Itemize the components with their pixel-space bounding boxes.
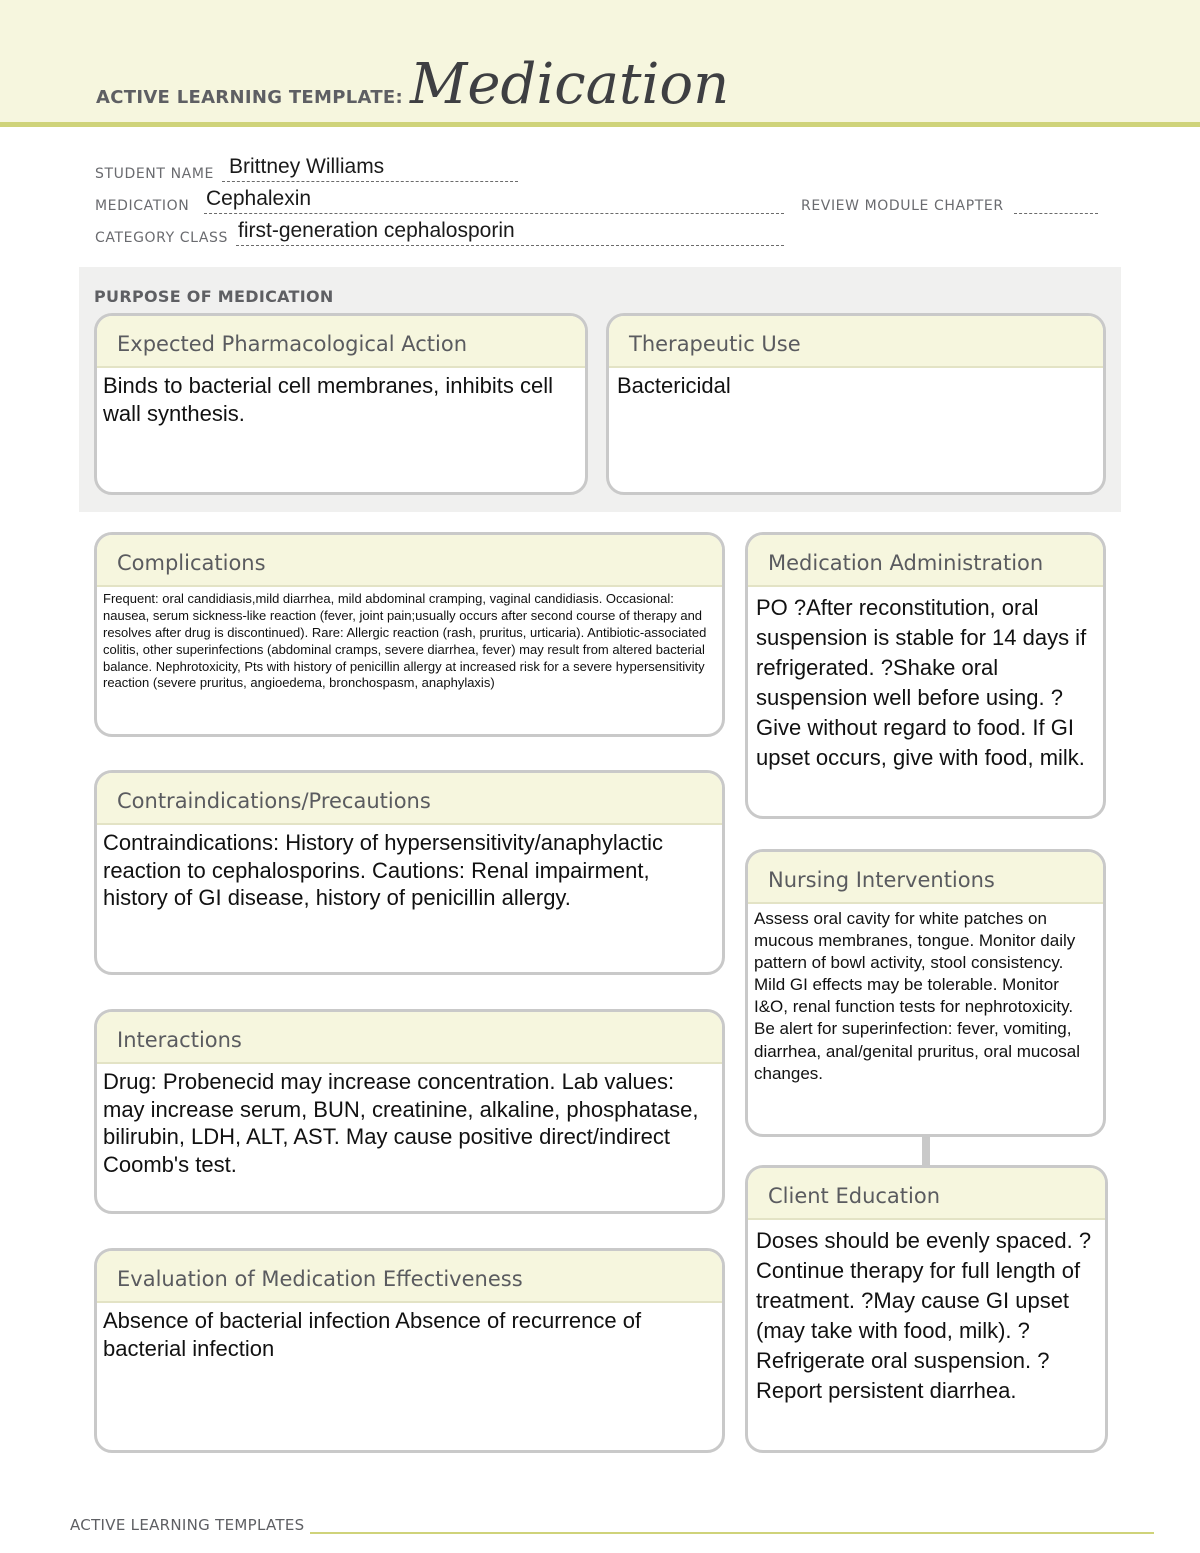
nursing-title: Nursing Interventions [748, 852, 1103, 904]
client-education-title: Client Education [748, 1168, 1105, 1220]
category-class-label: CATEGORY CLASS [95, 230, 229, 246]
contraindications-box [94, 770, 725, 975]
evaluation-text[interactable]: Absence of bacterial infection Absence of recurrence of bacterial infection [103, 1308, 642, 1361]
footer-label: ACTIVE LEARNING TEMPLATES [70, 1516, 305, 1534]
expected-action-title: Expected Pharmacological Action [97, 316, 585, 368]
administration-box [745, 532, 1106, 819]
complications-text[interactable]: Frequent: oral candidiasis,mild diarrhea, mild abdominal cramping, vaginal candidiasis. Occasional: nausea, serum sickness-like reaction (fever, joint pain;usually occurs after second course of therapy and resolves after drug is discontinued). Rare: Allergic reaction (rash, pruritus, urticaria). Antibiotic-associated colitis, other superinfections (abdominal cramps, severe diarrhea, fever) may result from altered bacterial balance. Nephrotoxicity, Pts with history of penicillin allergy at increased risk for a severe hypersensitivity reaction (severe pruritus, angioedema, bronchospasm, anaphylaxis) [103, 591, 707, 691]
complications-box [94, 532, 725, 737]
box-connector [922, 1135, 930, 1165]
student-name-line [222, 181, 518, 182]
therapeutic-use-box [606, 313, 1106, 495]
interactions-box [94, 1009, 725, 1214]
nursing-box [745, 849, 1106, 1137]
administration-title: Medication Administration [748, 535, 1103, 587]
student-name-label: STUDENT NAME [95, 166, 214, 182]
contraindications-text[interactable]: Contraindications: History of hypersensitivity/anaphylactic reaction to cephalosporins. Cautions: Renal impairment, history of GI disease, history of penicillin allergy. [103, 830, 664, 910]
category-class-field[interactable]: first-generation cephalosporin [238, 219, 515, 242]
purpose-title: PURPOSE OF MEDICATION [94, 287, 334, 306]
complications-title: Complications [97, 535, 722, 587]
header-rule [0, 122, 1200, 127]
therapeutic-use-text[interactable]: Bactericidal [617, 373, 731, 398]
medication-field[interactable]: Cephalexin [206, 187, 312, 210]
expected-action-text[interactable]: Binds to bacterial cell membranes, inhibits cell wall synthesis. [103, 373, 553, 426]
administration-text[interactable]: PO ?After reconstitution, oral suspension is stable for 14 days if refrigerated. ?Shake oral suspension well before using. ?Give without regard to food. If GI upset occurs, give with food, milk. [756, 595, 1087, 770]
category-class-line [236, 245, 784, 246]
interactions-text[interactable]: Drug: Probenecid may increase concentration. Lab values: may increase serum, BUN, creatinine, alkaline, phosphatase, bilirubin, LDH, ALT, AST. May cause positive direct/indirect Coomb's test. [103, 1069, 699, 1177]
student-name-field[interactable]: Brittney Williams [229, 155, 385, 178]
client-education-box [745, 1165, 1108, 1453]
evaluation-box [94, 1248, 725, 1453]
interactions-title: Interactions [97, 1012, 722, 1064]
template-label: ACTIVE LEARNING TEMPLATE: [96, 87, 403, 108]
therapeutic-use-title: Therapeutic Use [609, 316, 1103, 368]
footer-rule [310, 1532, 1154, 1534]
medication-label: MEDICATION [95, 198, 190, 214]
review-module-field[interactable] [1014, 213, 1098, 214]
contraindications-title: Contraindications/Precautions [97, 773, 722, 825]
evaluation-title: Evaluation of Medication Effectiveness [97, 1251, 722, 1303]
page-title: Medication [410, 52, 730, 117]
review-module-label: REVIEW MODULE CHAPTER [801, 198, 1004, 214]
expected-action-box [94, 313, 588, 495]
nursing-text[interactable]: Assess oral cavity for white patches on mucous membranes, tongue. Monitor daily pattern of bowl activity, stool consistency. Mild GI effects may be tolerable. Monitor I&O, renal function tests for nephrotoxicity. Be alert for superinfection: fever, vomiting, diarrhea, anal/genital pruritus, oral mucosal changes. [754, 909, 1081, 1083]
medication-line [204, 213, 784, 214]
client-education-text[interactable]: Doses should be evenly spaced. ?Continue therapy for full length of treatment. ?May cause GI upset (may take with food, milk). ?Refrigerate oral suspension. ?Report persistent diarrhea. [756, 1228, 1092, 1403]
